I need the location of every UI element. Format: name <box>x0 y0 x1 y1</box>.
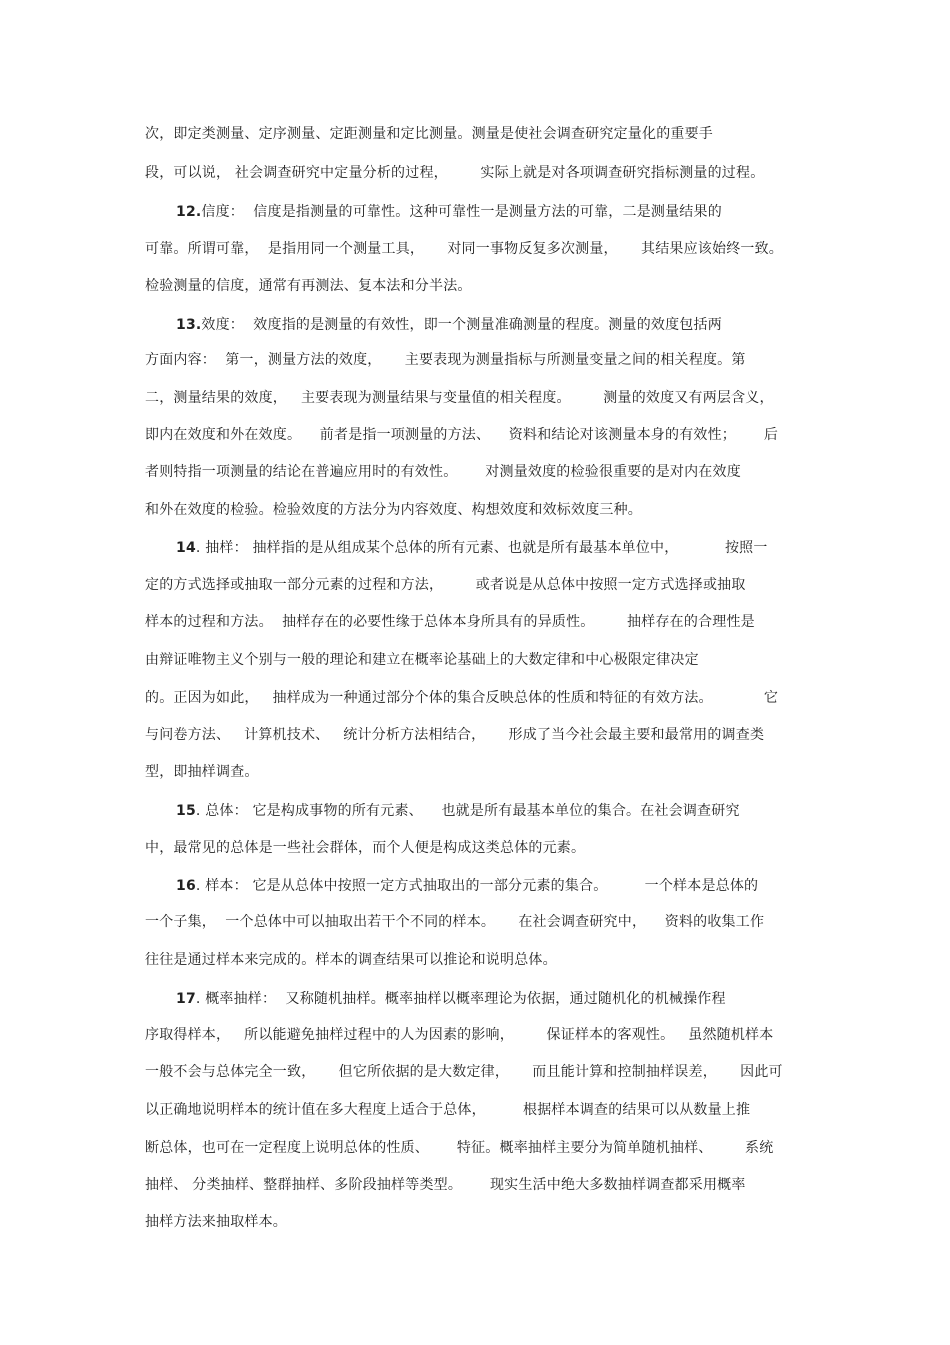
text-line: 一个子集， 一个总体中可以抽取出若干个不同的样本。 在社会调查研究中， 资料的收集工作 <box>145 914 765 930</box>
text-line: 一般不会与总体完全一致， 但它所依据的是大数定律， 而且能计算和控制抽样误差， 因此可 <box>145 1064 783 1080</box>
term-12-heading: 12.信度： 信度是指测量的可靠性。这种可靠性一是测量方法的可靠，二是测量结果的 <box>176 204 722 220</box>
text-line: 检验测量的信度，通常有再测法、复本法和分半法。 <box>145 278 472 294</box>
text-line: 由辩证唯物主义个别与一般的理论和建立在概率论基础上的大数定律和中心极限定律决定 <box>145 652 699 668</box>
term-number: 14 <box>176 540 196 556</box>
text-line: 以正确地说明样本的统计值在多大程度上适合于总体， 根据样本调查的结果可以从数量上推 <box>145 1102 751 1118</box>
term-number: 12. <box>176 204 202 220</box>
text-line: 和外在效度的检验。检验效度的方法分为内容效度、构想效度和效标效度三种。 <box>145 502 642 518</box>
term-15-heading: 15. 总体： 它是构成事物的所有元素、 也就是所有最基本单位的集合。在社会调查研究 <box>176 803 740 819</box>
text-line: 次，即定类测量、定序测量、定距测量和定比测量。测量是使社会调查研究定量化的重要手 <box>145 126 713 142</box>
text-line: 抽样、 分类抽样、整群抽样、多阶段抽样等类型。 现实生活中绝大多数抽样调查都采用概率 <box>145 1177 746 1193</box>
text-line: 抽样方法来抽取样本。 <box>145 1214 287 1230</box>
text-line: 即内在效度和外在效度。 前者是指一项测量的方法、 资料和结论对该测量本身的有效性； 后 <box>145 427 779 443</box>
text-line: 二，测量结果的效度， 主要表现为测量结果与变量值的相关程度。 测量的效度又有两层含义， <box>145 390 774 406</box>
term-number: 13. <box>176 317 202 333</box>
text-line: 往往是通过样本来完成的。样本的调查结果可以推论和说明总体。 <box>145 952 557 968</box>
term-13-heading: 13.效度： 效度指的是测量的有效性，即一个测量准确测量的程度。测量的效度包括两 <box>176 317 722 333</box>
text-line: 者则特指一项测量的结论在普遍应用时的有效性。 对测量效度的检验很重要的是对内在效度 <box>145 464 741 480</box>
text-line: 序取得样本， 所以能避免抽样过程中的人为因素的影响， 保证样本的客观性。 虽然随机样本 <box>145 1027 774 1043</box>
term-16-heading: 16. 样本： 它是从总体中按照一定方式抽取出的一部分元素的集合。 一个样本是总体的 <box>176 878 759 894</box>
text-line: 型，即抽样调查。 <box>145 764 259 780</box>
text-line: 样本的过程和方法。 抽样存在的必要性缘于总体本身所具有的异质性。 抽样存在的合理性是 <box>145 614 755 630</box>
text-line: 可靠。所谓可靠， 是指用同一个测量工具， 对同一事物反复多次测量， 其结果应该始终一致。 <box>145 241 783 257</box>
text-line: 方面内容： 第一，测量方法的效度， 主要表现为测量指标与所测量变量之间的相关程度。第 <box>145 352 746 368</box>
text-line: 断总体，也可在一定程度上说明总体的性质、 特征。概率抽样主要分为简单随机抽样、 系统 <box>145 1140 774 1156</box>
text-line: 的。正因为如此， 抽样成为一种通过部分个体的集合反映总体的性质和特征的有效方法。 它 <box>145 690 779 706</box>
term-number: 16 <box>176 878 196 894</box>
term-number: 17 <box>176 991 196 1007</box>
text-line: 与问卷方法、 计算机技术、 统计分析方法相结合， 形成了当今社会最主要和最常用的调查类 <box>145 727 765 743</box>
term-17-heading: 17. 概率抽样： 又称随机抽样。概率抽样以概率理论为依据，通过随机化的机械操作程 <box>176 991 726 1007</box>
term-14-heading: 14. 抽样： 抽样指的是从组成某个总体的所有元素、也就是所有最基本单位中， 按照一 <box>176 540 768 556</box>
text-line: 段，可以说， 社会调查研究中定量分析的过程， 实际上就是对各项调查研究指标测量的过程。 <box>145 165 765 181</box>
text-line: 定的方式选择或抽取一部分元素的过程和方法， 或者说是从总体中按照一定方式选择或抽取 <box>145 577 746 593</box>
term-number: 15 <box>176 803 196 819</box>
text-line: 中，最常见的总体是一些社会群体，而个人便是构成这类总体的元素。 <box>145 840 586 856</box>
